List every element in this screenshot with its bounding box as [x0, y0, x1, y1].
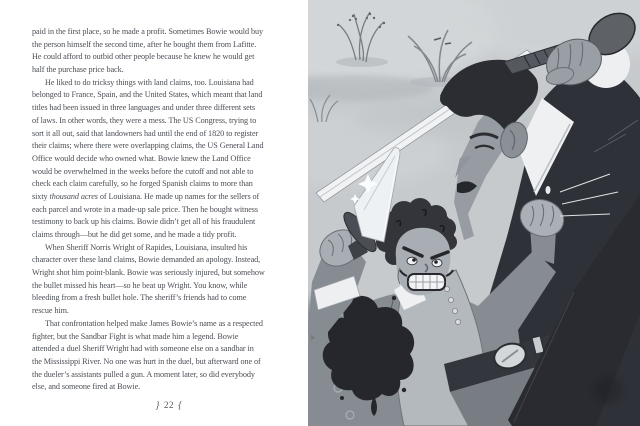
- text-line: of laws. In other words, they were a mess. The US Congress, trying to: [32, 115, 257, 125]
- text-line: That confrontation helped make James Bowie’s name as a respected: [45, 318, 263, 328]
- folio-ornament-right: {: [178, 400, 183, 412]
- text-line: claims through—but he did get some, and he made a tidy profit.: [32, 230, 237, 239]
- text-line: belonged to France, Spain, and the United States, which meant that land: [32, 90, 263, 100]
- text-line: half the purchase price back.: [32, 65, 124, 75]
- text-line: would be overwhelmed in the weeks before the cutoff and not able to: [32, 166, 254, 176]
- text-line: Wright shot him point-blank. Bowie was seriously injured, but somehow: [32, 268, 265, 278]
- text-line: When Sheriff Norris Wright of Rapides, Louisiana, insulted his: [45, 242, 248, 252]
- text-run: sixty: [32, 191, 50, 201]
- illustration: [308, 0, 640, 426]
- sweat-drop: [546, 186, 551, 194]
- text-line: sort it all out, said that landowners had until the end of 1820 to register: [32, 128, 259, 138]
- text-line: testimony to back up his claims. Bowie didn’t get all of his fraudulent: [32, 217, 256, 227]
- text-line: He could afford to outbid other people because he knew he would get: [32, 52, 255, 62]
- text-line: else, and someone fired at Bowie.: [32, 382, 141, 392]
- text-line: Office would decide who owned what. Bowie knew the Land Office: [32, 153, 251, 163]
- text-run: of Louisiana. He made up names for the sellers of: [97, 191, 260, 201]
- italic-phrase: thousand acres: [49, 191, 98, 201]
- text-line: the Mississippi River. No one was hurt in the duel, but afterward one of: [32, 356, 261, 366]
- text-line: fighter, but the Sandbar Fight is what made him a legend. Bowie: [32, 331, 239, 341]
- text-line: He liked to do tricksy things with land claims, too. Louisiana had: [45, 77, 254, 87]
- text-line: their claims; where there were overlapping claims, the US General Land: [32, 141, 264, 151]
- text-line: each parcel and wrote in a made-up sale price. Then he bought witness: [32, 204, 258, 214]
- folio-ornament-left: }: [155, 400, 160, 412]
- text-line: check each claim carefully, so he forged Spanish claims to more than: [32, 179, 253, 189]
- hair-curl: [440, 92, 454, 106]
- text-line: bleeding from a fresh bullet hole. The sheriff’s friends had to come: [32, 293, 247, 303]
- left-page-body-text: [32, 26, 306, 413]
- page-number-row: [32, 399, 306, 413]
- text-line: character over these land claims, Bowie demanded an apology. Instead,: [32, 255, 261, 265]
- text-line: rescue him.: [32, 306, 69, 316]
- text-line: the person himself the second time, after he bought them from Lafitte.: [32, 39, 257, 49]
- text-line: titles had been issued in three languages and under three different sets: [32, 103, 256, 113]
- text-line: attended a duel Sheriff Wright had with someone else on a sandbar in: [32, 344, 254, 354]
- page-number: 22: [164, 399, 174, 410]
- text-line: the dueler’s assistants pulled a gun. A moment later, so did everybody: [32, 369, 255, 379]
- text-line: [32, 191, 306, 204]
- text-line: paid in the first place, so he made a profit. Sometimes Bowie would buy: [32, 27, 264, 36]
- text-line: the bullet missed his heart—so he beat up Wright. You know, while: [32, 280, 248, 290]
